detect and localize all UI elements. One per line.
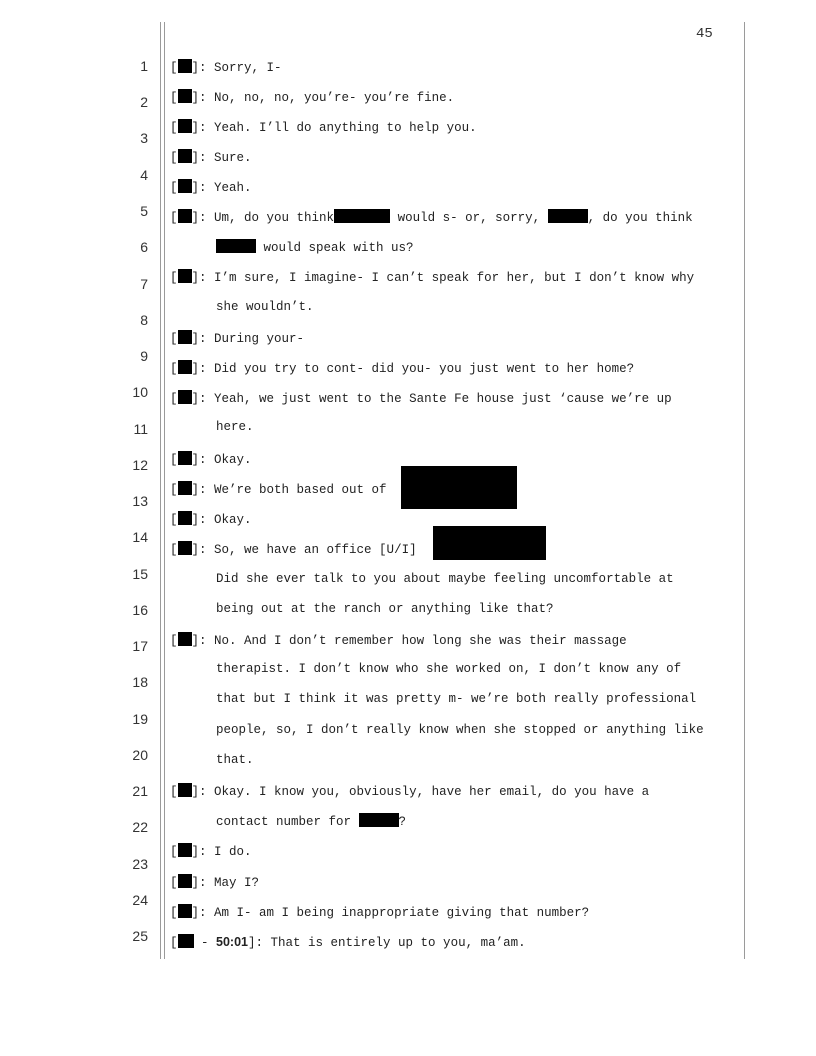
line-number-15: 15: [132, 566, 148, 582]
line-number-17: 17: [132, 638, 148, 654]
line-number-6: 6: [140, 239, 148, 255]
transcript-line: [ ]: Okay.: [170, 453, 252, 467]
redacted-speaker: [178, 390, 192, 404]
redacted-name: [359, 813, 399, 827]
transcript-line: [ ]: Did you try to cont- did you- you just went to her home?: [170, 362, 635, 376]
left-margin-rule: [160, 22, 161, 959]
transcript-line: [ ]: Am I- am I being inappropriate giving that number?: [170, 906, 590, 920]
transcript-line: [ ]: No, no, no, you’re- you’re fine.: [170, 91, 455, 105]
redacted-speaker: [178, 843, 192, 857]
redacted-speaker: [178, 209, 192, 223]
transcript-line: [ ]: We’re both based out of: [170, 483, 387, 497]
transcript-line: [ ]: Yeah, we just went to the Sante Fe house just ‘cause we’re up: [170, 392, 672, 406]
line-number-14: 14: [132, 529, 148, 545]
redacted-speaker: [178, 360, 192, 374]
redacted-speaker: [178, 451, 192, 465]
transcript-line: [ ]: Yeah. I’ll do anything to help you.: [170, 121, 477, 135]
transcript-line: [ ]: May I?: [170, 876, 260, 890]
redaction-block: [401, 466, 517, 509]
line-number-20: 20: [132, 747, 148, 763]
transcript-line: [ ]: Yeah.: [170, 181, 252, 195]
transcript-line: [ ]: Okay. I know you, obviously, have her email, do you have a: [170, 785, 650, 799]
redacted-speaker: [178, 59, 192, 73]
line-number-2: 2: [140, 94, 148, 110]
transcript-line: [ ]: Sorry, I-: [170, 61, 282, 75]
redacted-speaker: [178, 511, 192, 525]
transcript-line: [ ]: I’m sure, I imagine- I can’t speak for her, but I don’t know why: [170, 271, 695, 285]
redacted-speaker: [178, 934, 194, 948]
redacted-speaker: [178, 874, 192, 888]
transcript-line: [ ]: No. And I don’t remember how long she was their massage: [170, 634, 627, 648]
redacted-speaker: [178, 149, 192, 163]
transcript-line: [ ]: Um, do you think would s- or, sorry, , do you think: [170, 211, 693, 225]
transcript-line: [ ]: Okay.: [170, 513, 252, 527]
line-number-3: 3: [140, 130, 148, 146]
line-number-23: 23: [132, 856, 148, 872]
transcript-line: [ ]: I do.: [170, 845, 252, 859]
line-number-4: 4: [140, 167, 148, 183]
line-number-7: 7: [140, 276, 148, 292]
line-number-24: 24: [132, 892, 148, 908]
line-number-1: 1: [140, 58, 148, 74]
line-number-5: 5: [140, 203, 148, 219]
line-number-13: 13: [132, 493, 148, 509]
redacted-speaker: [178, 481, 192, 495]
redacted-speaker: [178, 541, 192, 555]
line-number-8: 8: [140, 312, 148, 328]
redacted-speaker: [178, 89, 192, 103]
transcript-line: therapist. I don’t know who she worked on, I don’t know any of: [216, 662, 682, 676]
transcript-line: [ ]: During your-: [170, 332, 305, 346]
line-number-9: 9: [140, 348, 148, 364]
line-number-22: 22: [132, 819, 148, 835]
transcript-line: [ - 50:01]: That is entirely up to you, ma’am.: [170, 935, 526, 950]
transcript-line: contact number for ?: [216, 815, 407, 829]
page-number: 45: [696, 26, 713, 42]
transcript-line: being out at the ranch or anything like that?: [216, 602, 554, 616]
redacted-speaker: [178, 632, 192, 646]
redaction-block: [433, 526, 546, 560]
line-number-12: 12: [132, 457, 148, 473]
redacted-name: [334, 209, 390, 223]
redacted-speaker: [178, 330, 192, 344]
redacted-speaker: [178, 179, 192, 193]
redacted-name: [216, 239, 256, 253]
line-number-19: 19: [132, 711, 148, 727]
line-number-10: 10: [132, 384, 148, 400]
timestamp: 50:01: [216, 935, 249, 949]
left-margin-rule-inner: [164, 22, 165, 959]
transcript-line: here.: [216, 420, 254, 434]
transcript-line: would speak with us?: [216, 239, 414, 256]
redacted-speaker: [178, 119, 192, 133]
redacted-speaker: [178, 904, 192, 918]
redacted-speaker: [178, 269, 192, 283]
transcript-line: Did she ever talk to you about maybe feeling uncomfortable at: [216, 572, 674, 586]
transcript-line: [ ]: Sure.: [170, 151, 252, 165]
right-margin-rule: [744, 22, 745, 959]
line-number-11: 11: [133, 421, 148, 437]
line-number-16: 16: [132, 602, 148, 618]
redacted-speaker: [178, 783, 192, 797]
transcript-line: that but I think it was pretty m- we’re both really professional: [216, 692, 697, 706]
line-number-25: 25: [132, 928, 148, 944]
line-number-21: 21: [132, 783, 148, 799]
transcript-line: [ ]: So, we have an office [U/I]: [170, 543, 417, 557]
transcript-line: people, so, I don’t really know when she stopped or anything like: [216, 723, 704, 737]
redacted-name: [548, 209, 588, 223]
transcript-line: that.: [216, 753, 254, 767]
transcript-line: she wouldn’t.: [216, 300, 314, 314]
line-number-18: 18: [132, 674, 148, 690]
